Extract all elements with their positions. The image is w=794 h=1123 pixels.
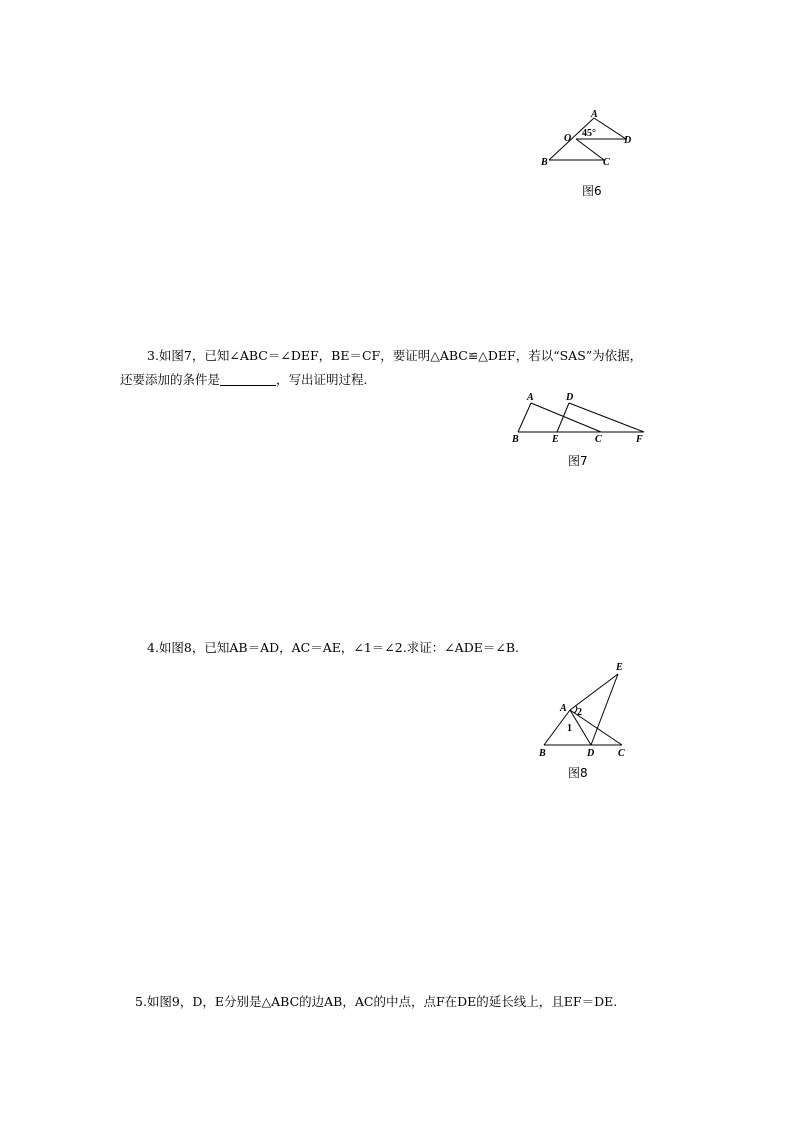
- label-d: D: [624, 135, 632, 146]
- figure-7: [506, 388, 656, 448]
- problem-3-prompt: 还要添加的条件是: [120, 372, 221, 387]
- label-c: C: [618, 748, 625, 759]
- problem-4-text: 4.如图8，已知AB＝AD，AC＝AE，∠1＝∠2.求证：∠ADE＝∠B.: [147, 640, 519, 655]
- problem-3-line-1: 3.如图7，已知∠ABC＝∠DEF，BE＝CF，要证明△ABC≌△DEF，若以“SAS”为依据，: [147, 348, 643, 363]
- figure-6: [530, 104, 650, 174]
- label-c: C: [595, 434, 602, 445]
- problem-5: [120, 990, 680, 1014]
- line-o-c: [576, 139, 604, 160]
- problem-5-text: 5.如图9，D，E分别是△ABC的边AB，AC的中点，点F在DE的延长线上，且EF＝DE.: [135, 994, 618, 1009]
- label-d: D: [566, 392, 574, 403]
- figure-6-diagram: [530, 104, 650, 174]
- label-angle-2: 2: [577, 707, 582, 718]
- label-b: B: [512, 434, 519, 445]
- label-e: E: [552, 434, 559, 445]
- problem-4: [120, 636, 680, 660]
- line-d-f: [569, 403, 644, 432]
- label-f: F: [636, 434, 643, 445]
- line-a-c: [531, 403, 601, 432]
- label-c: C: [603, 157, 610, 168]
- figure-8-diagram: [532, 660, 632, 765]
- label-angle-1: 1: [567, 723, 572, 734]
- figure-8: [532, 660, 632, 765]
- label-angle-45: 45°: [582, 128, 596, 139]
- label-a: A: [527, 392, 534, 403]
- problem-3: [120, 344, 680, 392]
- label-a: A: [591, 109, 598, 120]
- problem-3-instruction: ，写出证明过程.: [276, 372, 368, 387]
- figure-8-caption: 图8: [568, 766, 588, 780]
- label-b: B: [539, 748, 546, 759]
- figure-6-caption: 图6: [582, 184, 602, 198]
- label-e: E: [616, 662, 623, 673]
- label-o: O: [564, 133, 572, 144]
- label-d: D: [587, 748, 595, 759]
- line-b-a: [518, 403, 531, 432]
- label-b: B: [541, 157, 548, 168]
- figure-7-diagram: [506, 388, 656, 448]
- answer-blank[interactable]: [220, 371, 276, 386]
- figure-7-caption: 图7: [568, 454, 588, 468]
- label-a: A: [560, 703, 567, 714]
- line-a-d: [594, 118, 626, 139]
